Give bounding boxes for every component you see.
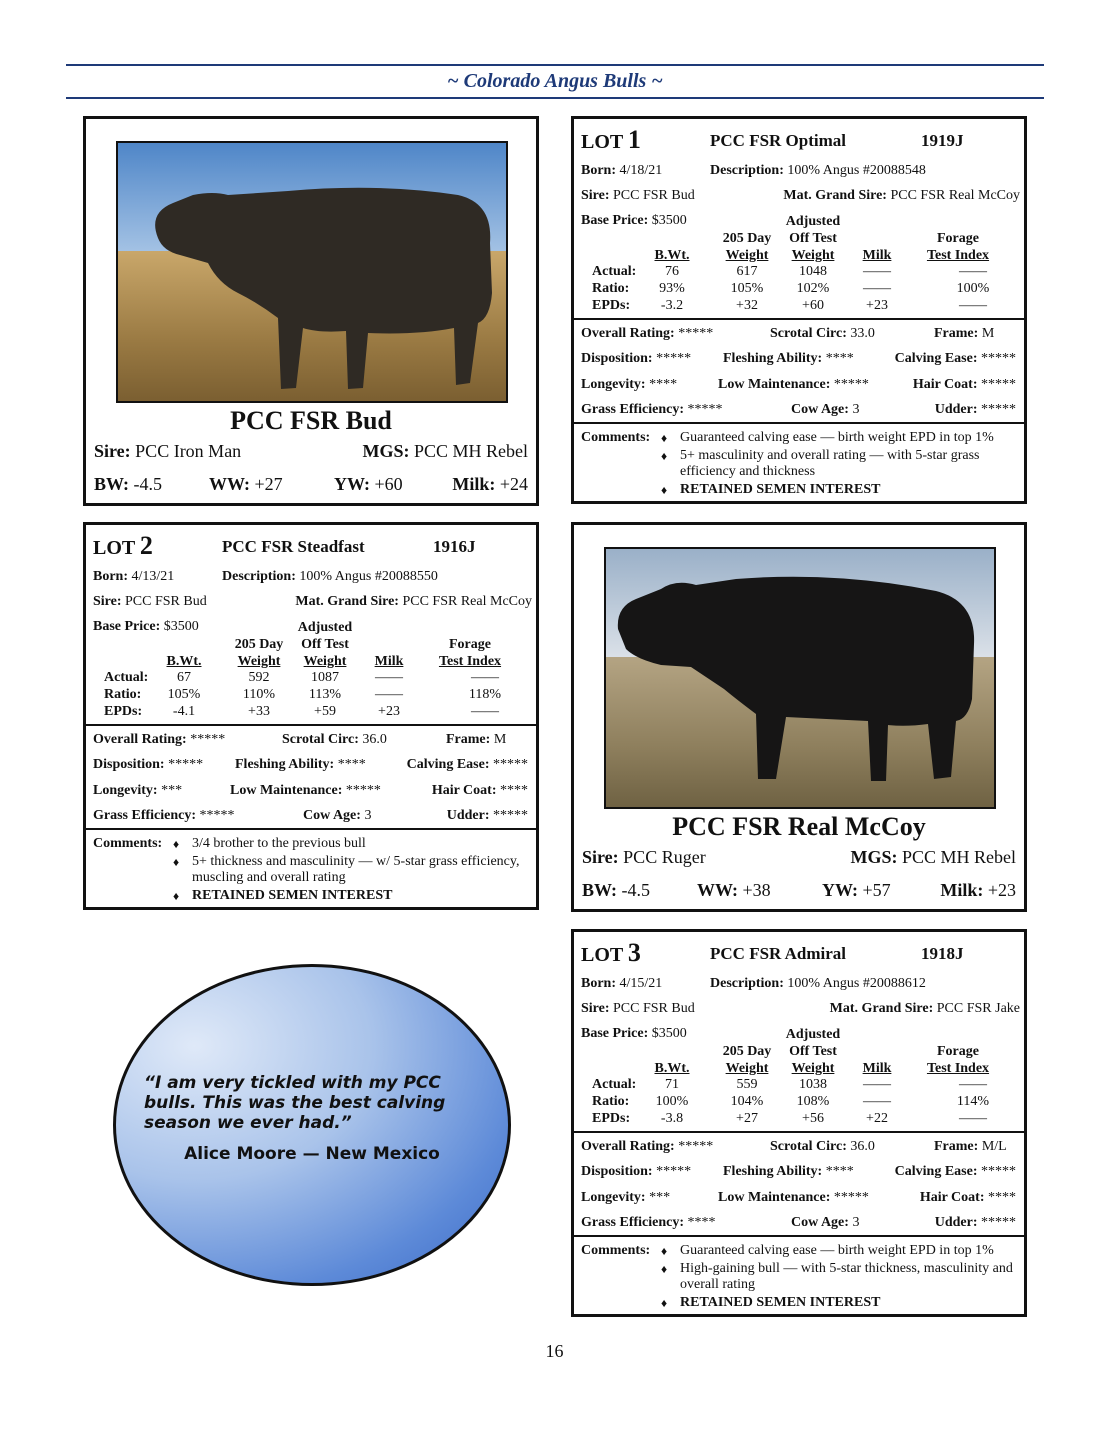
col-header-adjusted: Adjusted Off Test Weight [785, 214, 841, 263]
yw-value: +57 [862, 880, 891, 900]
col-header-205: 205 Day Weight [234, 637, 284, 669]
low-maintenance-rating: Low Maintenance: ***** [718, 377, 869, 392]
divider [574, 1131, 1024, 1133]
cell-epds-4: —— [471, 704, 499, 719]
bull-silhouette-icon [606, 549, 996, 809]
cell-ratio-0: 93% [659, 281, 685, 296]
bull-photo-bud [116, 141, 508, 403]
longevity-rating: Longevity: *** [581, 1190, 671, 1205]
ww-label: WW: [697, 880, 739, 900]
sire-card-bud [83, 116, 539, 506]
sire-value: PCC FSR Bud [613, 1001, 695, 1016]
cell-epds-2: +60 [802, 298, 824, 313]
mgs-label: Mat. Grand Sire: [295, 594, 399, 609]
frame-score: Frame: M [446, 732, 507, 747]
cell-actual-2: 1048 [799, 264, 827, 279]
divider [574, 422, 1024, 424]
lot-bull-name: PCC FSR Optimal [710, 131, 846, 150]
fleshing-rating: Fleshing Ability: **** [723, 351, 854, 366]
hair-coat-rating: Hair Coat: ***** [912, 377, 1016, 392]
disposition-rating: Disposition: ***** [93, 757, 204, 772]
description-value: 100% Angus #20088612 [787, 976, 926, 991]
cell-epds-1: +27 [736, 1111, 758, 1126]
testimonial-author: Alice Moore — New Mexico [184, 1144, 440, 1164]
description-label: Description: [222, 569, 296, 584]
ww-value: +38 [742, 880, 771, 900]
header-rule-top [66, 64, 1044, 66]
row-label-epds: EPDs: [592, 1111, 631, 1126]
sire-value: PCC Iron Man [135, 441, 242, 461]
base-price-label: Base Price: [93, 619, 161, 634]
born-value: 4/13/21 [131, 569, 175, 584]
header-rule-bottom [66, 97, 1044, 99]
bw-epd [94, 474, 162, 495]
description-value: 100% Angus #20088548 [787, 163, 926, 178]
disposition-rating: Disposition: ***** [581, 1164, 692, 1179]
cell-actual-1: 592 [248, 670, 270, 685]
grass-efficiency-rating: Grass Efficiency: ***** [581, 402, 723, 417]
page-header-title: ~ Colorado Angus Bulls ~ [447, 70, 663, 92]
milk-epd [452, 474, 528, 495]
col-header-bwt: B.Wt. [654, 1061, 690, 1076]
mgs-value: PCC FSR Jake [936, 1001, 1020, 1016]
mgs-value: PCC MH Rebel [413, 441, 528, 461]
comment-item: ♦ RETAINED SEMEN INTEREST [173, 888, 533, 904]
cell-actual-3: —— [863, 264, 891, 279]
col-header-milk: Milk [374, 654, 404, 669]
cell-epds-3: +22 [866, 1111, 888, 1126]
sire-card-mccoy [571, 522, 1027, 912]
ww-label: WW: [209, 474, 251, 494]
ww-epd [209, 474, 283, 495]
cell-ratio-2: 113% [308, 687, 342, 702]
comment-item: ♦ 5+ thickness and masculinity — w/ 5-star grass efficiency, muscling and overall rating [173, 854, 533, 886]
sire-name: PCC FSR Bud [230, 406, 392, 435]
bw-label: BW: [582, 880, 618, 900]
cell-epds-2: +59 [314, 704, 336, 719]
comments-label: Comments: [581, 430, 651, 445]
cell-ratio-4: 100% [956, 281, 990, 296]
description-row [222, 569, 438, 585]
cell-ratio-3: —— [863, 1094, 891, 1109]
yw-label: YW: [822, 880, 858, 900]
cell-ratio-2: 108% [796, 1094, 830, 1109]
yw-label: YW: [334, 474, 370, 494]
mgs-row [362, 441, 528, 462]
mgs-value: PCC FSR Real McCoy [890, 188, 1020, 203]
lot-heading [581, 938, 641, 968]
scrotal-circ: Scrotal Circ: 36.0 [770, 1139, 875, 1154]
comment-item: ♦ Guaranteed calving ease — birth weight EPD in top 1% [661, 1243, 1021, 1259]
overall-rating: Overall Rating: ***** [93, 732, 226, 747]
cell-actual-1: 617 [736, 264, 758, 279]
col-header-forage: Forage Test Index [438, 637, 502, 669]
lot-number: 2 [139, 531, 153, 560]
cell-ratio-4: 118% [468, 687, 502, 702]
sire-label: Sire: [93, 594, 122, 609]
hair-coat-rating: Hair Coat: **** [431, 783, 528, 798]
divider [86, 724, 536, 726]
milk-label: Milk: [452, 474, 496, 494]
sire-label: Sire: [94, 441, 131, 461]
sire-value: PCC FSR Bud [613, 188, 695, 203]
longevity-rating: Longevity: **** [581, 377, 678, 392]
overall-rating: Overall Rating: ***** [581, 1139, 714, 1154]
comments-list [661, 1243, 1021, 1313]
lot-bull-name: PCC FSR Admiral [710, 944, 846, 963]
description-row [710, 163, 926, 179]
mgs-value: PCC MH Rebel [901, 847, 1016, 867]
scrotal-circ: Scrotal Circ: 33.0 [770, 326, 875, 341]
comment-item: ♦ High-gaining bull — with 5-star thickness, masculinity and overall rating [661, 1261, 1021, 1293]
row-label-ratio: Ratio: [592, 281, 630, 296]
scrotal-circ: Scrotal Circ: 36.0 [282, 732, 387, 747]
bw-label: BW: [94, 474, 130, 494]
lot-bull-name: PCC FSR Steadfast [222, 537, 365, 556]
cell-actual-2: 1038 [799, 1077, 827, 1092]
row-label-epds: EPDs: [592, 298, 631, 313]
cell-epds-0: -3.2 [660, 298, 684, 313]
comment-item: ♦ 5+ masculinity and overall rating — with 5-star grass efficiency and thickness [661, 448, 1021, 480]
description-label: Description: [710, 976, 784, 991]
base-price-row [581, 213, 687, 229]
cell-ratio-1: 104% [730, 1094, 764, 1109]
col-header-205: 205 Day Weight [722, 1044, 772, 1076]
grass-efficiency-rating: Grass Efficiency: **** [581, 1215, 716, 1230]
cell-ratio-2: 102% [796, 281, 830, 296]
cell-epds-0: -3.8 [660, 1111, 684, 1126]
fleshing-rating: Fleshing Ability: **** [235, 757, 366, 772]
calving-rating: Calving Ease: ***** [894, 351, 1016, 366]
longevity-rating: Longevity: *** [93, 783, 183, 798]
milk-value: +23 [987, 880, 1016, 900]
cell-actual-4: —— [959, 264, 987, 279]
row-label-actual: Actual: [592, 1077, 637, 1092]
cell-actual-1: 559 [736, 1077, 758, 1092]
frame-score: Frame: M/L [934, 1139, 1007, 1154]
cell-actual-0: 67 [177, 670, 191, 685]
cell-ratio-1: 105% [730, 281, 764, 296]
row-label-ratio: Ratio: [592, 1094, 630, 1109]
sire-row [582, 847, 706, 868]
cow-age: Cow Age: 3 [791, 1215, 860, 1230]
lot-label: LOT [581, 944, 623, 966]
born-row [581, 163, 662, 179]
ww-epd [697, 880, 771, 901]
sire-value: PCC Ruger [623, 847, 706, 867]
mgs-row [850, 847, 1016, 868]
cell-actual-2: 1087 [311, 670, 339, 685]
divider [574, 318, 1024, 320]
mgs-label: Mat. Grand Sire: [783, 188, 887, 203]
sire-row [581, 188, 695, 204]
milk-epd [940, 880, 1016, 901]
description-row [710, 976, 926, 992]
sire-label: Sire: [581, 1001, 610, 1016]
testimonial-quote: “I am very tickled with my PCC bulls. This was the best calving season we ever had.” [144, 1073, 446, 1133]
col-header-bwt: B.Wt. [166, 654, 202, 669]
sire-label: Sire: [582, 847, 619, 867]
born-value: 4/18/21 [619, 163, 663, 178]
col-header-milk: Milk [862, 248, 892, 263]
divider [86, 828, 536, 830]
cell-ratio-0: 105% [167, 687, 201, 702]
comments-list [661, 430, 1021, 500]
born-label: Born: [581, 163, 616, 178]
base-price-label: Base Price: [581, 213, 649, 228]
col-header-forage: Forage Test Index [926, 1044, 990, 1076]
born-row [93, 569, 174, 585]
divider [574, 1235, 1024, 1237]
comment-item: ♦ Guaranteed calving ease — birth weight EPD in top 1% [661, 430, 1021, 446]
grass-efficiency-rating: Grass Efficiency: ***** [93, 808, 235, 823]
mgs-label: Mat. Grand Sire: [829, 1001, 934, 1016]
cell-ratio-1: 110% [242, 687, 276, 702]
yw-epd [334, 474, 403, 495]
mgs-label: MGS: [850, 847, 898, 867]
comments-label: Comments: [581, 1243, 651, 1258]
col-header-adjusted: Adjusted Off Test Weight [297, 620, 353, 669]
mgs-label: MGS: [362, 441, 410, 461]
cell-epds-1: +33 [248, 704, 270, 719]
lot-tag: 1918J [921, 944, 964, 963]
cell-epds-0: -4.1 [172, 704, 196, 719]
mgs-row [295, 594, 532, 610]
calving-rating: Calving Ease: ***** [406, 757, 528, 772]
milk-value: +24 [499, 474, 528, 494]
col-header-adjusted: Adjusted Off Test Weight [785, 1027, 841, 1076]
born-row [581, 976, 662, 992]
col-header-bwt: B.Wt. [654, 248, 690, 263]
fleshing-rating: Fleshing Ability: **** [723, 1164, 854, 1179]
cell-epds-1: +32 [736, 298, 758, 313]
base-price-value: $3500 [651, 1026, 687, 1041]
base-price-value: $3500 [163, 619, 199, 634]
row-label-actual: Actual: [104, 670, 149, 685]
cell-epds-4: —— [959, 1111, 987, 1126]
udder-rating: Udder: ***** [446, 808, 528, 823]
cell-actual-4: —— [471, 670, 499, 685]
udder-rating: Udder: ***** [934, 402, 1016, 417]
base-price-row [581, 1026, 687, 1042]
sire-name: PCC FSR Real McCoy [672, 812, 926, 841]
hair-coat-rating: Hair Coat: **** [919, 1190, 1016, 1205]
cell-ratio-0: 100% [655, 1094, 689, 1109]
cell-epds-2: +56 [802, 1111, 824, 1126]
description-label: Description: [710, 163, 784, 178]
ww-value: +27 [254, 474, 283, 494]
lot-number: 3 [627, 938, 641, 967]
description-value: 100% Angus #20088550 [299, 569, 438, 584]
bull-photo-mccoy [604, 547, 996, 809]
yw-value: +60 [374, 474, 403, 494]
sire-row [94, 441, 241, 462]
cell-ratio-3: —— [375, 687, 403, 702]
frame-score: Frame: M [934, 326, 995, 341]
bull-silhouette-icon [118, 143, 508, 403]
lot-card-2 [83, 522, 539, 910]
mgs-row [830, 1001, 1020, 1017]
bw-value: -4.5 [133, 474, 163, 494]
lot-label: LOT [93, 537, 135, 559]
cell-actual-4: —— [959, 1077, 987, 1092]
comments-label: Comments: [93, 836, 163, 851]
mgs-row [783, 188, 1020, 204]
lot-heading [581, 125, 641, 155]
lot-number: 1 [627, 125, 641, 154]
cell-ratio-3: —— [863, 281, 891, 296]
born-label: Born: [93, 569, 128, 584]
milk-label: Milk: [940, 880, 984, 900]
cell-epds-3: +23 [866, 298, 888, 313]
cow-age: Cow Age: 3 [791, 402, 860, 417]
base-price-row [93, 619, 199, 635]
col-header-205: 205 Day Weight [722, 231, 772, 263]
page-number: 16 [545, 1341, 564, 1361]
mgs-value: PCC FSR Real McCoy [402, 594, 532, 609]
col-header-milk: Milk [862, 1061, 892, 1076]
sire-row [581, 1001, 695, 1017]
born-label: Born: [581, 976, 616, 991]
lot-tag: 1919J [921, 131, 964, 150]
overall-rating: Overall Rating: ***** [581, 326, 714, 341]
yw-epd [822, 880, 891, 901]
sire-label: Sire: [581, 188, 610, 203]
bw-epd [582, 880, 650, 901]
base-price-value: $3500 [651, 213, 687, 228]
row-label-actual: Actual: [592, 264, 637, 279]
lot-card-1 [571, 116, 1027, 504]
cell-actual-3: —— [375, 670, 403, 685]
comment-item: ♦ 3/4 brother to the previous bull [173, 836, 533, 852]
comment-item: ♦ RETAINED SEMEN INTEREST [661, 1295, 1021, 1311]
comment-item: ♦ RETAINED SEMEN INTEREST [661, 482, 1021, 498]
cow-age: Cow Age: 3 [303, 808, 372, 823]
row-label-ratio: Ratio: [104, 687, 142, 702]
base-price-label: Base Price: [581, 1026, 649, 1041]
cell-ratio-4: 114% [956, 1094, 990, 1109]
disposition-rating: Disposition: ***** [581, 351, 692, 366]
comments-list [173, 836, 533, 906]
calving-rating: Calving Ease: ***** [894, 1164, 1016, 1179]
sire-value: PCC FSR Bud [125, 594, 207, 609]
lot-card-3 [571, 929, 1027, 1317]
bw-value: -4.5 [621, 880, 651, 900]
cell-actual-0: 76 [665, 264, 679, 279]
cell-epds-3: +23 [378, 704, 400, 719]
cell-epds-4: —— [959, 298, 987, 313]
sire-row [93, 594, 207, 610]
lot-tag: 1916J [433, 537, 476, 556]
col-header-forage: Forage Test Index [926, 231, 990, 263]
lot-label: LOT [581, 131, 623, 153]
cell-actual-3: —— [863, 1077, 891, 1092]
udder-rating: Udder: ***** [934, 1215, 1016, 1230]
row-label-epds: EPDs: [104, 704, 143, 719]
born-value: 4/15/21 [619, 976, 663, 991]
lot-heading [93, 531, 153, 561]
low-maintenance-rating: Low Maintenance: ***** [718, 1190, 869, 1205]
cell-actual-0: 71 [665, 1077, 679, 1092]
low-maintenance-rating: Low Maintenance: ***** [230, 783, 381, 798]
